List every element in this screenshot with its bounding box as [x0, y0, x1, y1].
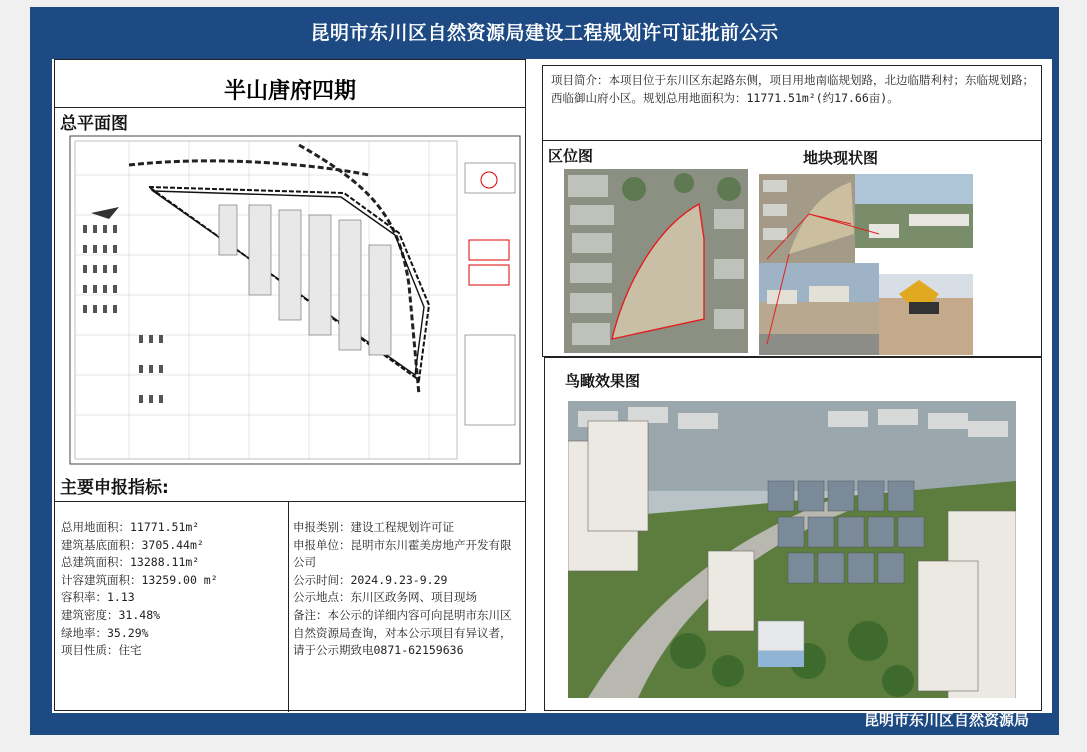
site-status-image — [759, 174, 973, 355]
indicator-item: 计容建筑面积：13259.00 m² — [61, 572, 218, 587]
site-status-label: 地块现状图 — [803, 149, 879, 167]
location-map-image — [564, 169, 748, 353]
application-item: 申报单位：昆明市东川霍美房地产开发有限公司 — [293, 537, 512, 570]
application-item: 公示时间：2024.9.23-9.29 — [293, 572, 448, 587]
indicator-item: 总用地面积：11771.51m² — [61, 520, 200, 534]
location-map-label: 区位图 — [548, 147, 594, 165]
application-item: 备注：本公示的详细内容可向昆明市东川区自然资源局查询，对本公示项目有异议者，请于公示期致电0871-62159636 — [293, 607, 512, 658]
site-plan-label: 总平面图 — [60, 114, 128, 134]
indicator-item: 总建筑面积：13288.11m² — [61, 555, 200, 570]
project-intro: 项目简介：本项目位于东川区东起路东侧，项目用地南临规划路，北边临腊利村；东临规划路；西临御山府小区。规划总用地面积为：11771.51m²(约17.66亩)。 — [551, 73, 1034, 105]
aerial-view-label: 鸟瞰效果图 — [565, 372, 641, 390]
page-title: 昆明市东川区自然资源局建设工程规划许可证批前公示 — [310, 22, 779, 44]
indicator-item: 容积率：1.13 — [61, 590, 135, 605]
application-info — [293, 519, 521, 660]
divider — [55, 501, 525, 502]
aerial-panel — [544, 357, 1042, 711]
indicators-label: 主要申报指标: — [60, 478, 169, 498]
divider — [55, 107, 525, 108]
indicator-item: 项目性质：住宅 — [61, 643, 142, 658]
indicator-item: 建筑密度：31.48% — [61, 607, 161, 622]
aerial-render-image — [568, 401, 1016, 698]
status-panel — [542, 141, 1042, 357]
indicator-item: 建筑基底面积：3705.44m² — [61, 537, 204, 552]
site-plan-drawing — [69, 135, 521, 465]
intro-box — [542, 65, 1042, 141]
left-panel — [54, 59, 526, 711]
notice-board — [52, 59, 1052, 713]
application-item: 申报类别：建设工程规划许可证 — [293, 520, 454, 534]
indicator-item: 绿地率：35.29% — [61, 625, 149, 640]
application-item: 公示地点：东川区政务网、项目现场 — [293, 590, 477, 605]
divider — [288, 501, 289, 712]
issuing-authority: 昆明市东川区自然资源局 — [863, 711, 1029, 729]
indicator-list — [61, 519, 283, 660]
project-name: 半山唐府四期 — [223, 79, 356, 104]
notice-frame — [30, 7, 1059, 735]
